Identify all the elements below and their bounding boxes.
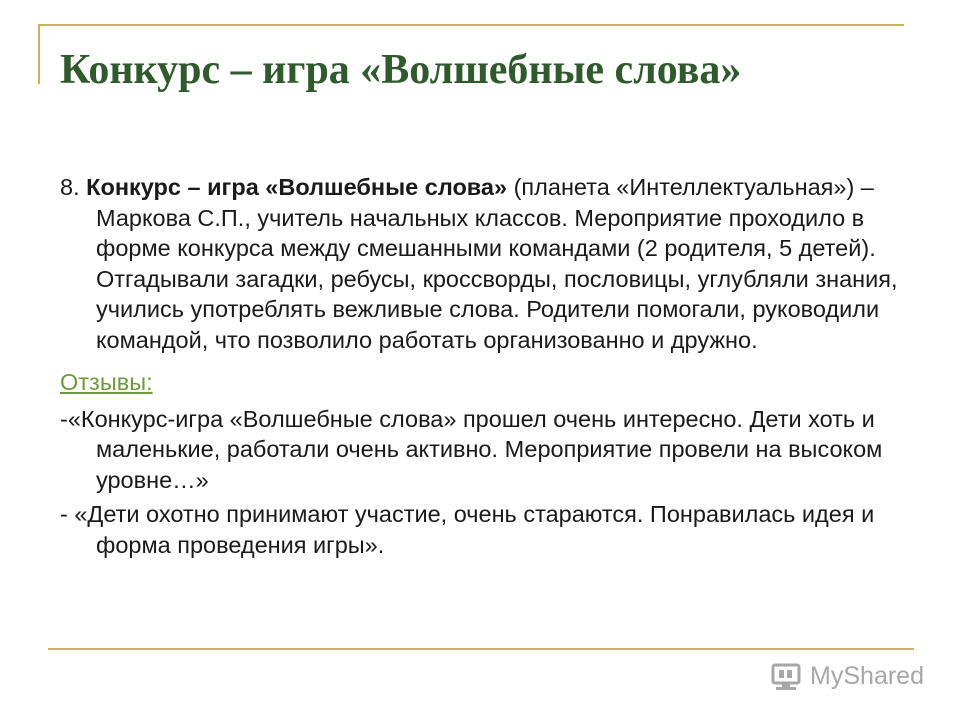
bottom-rule (48, 648, 914, 650)
item-bold-title: Конкурс – игра «Волшебные слова» (86, 174, 508, 200)
top-rule (38, 24, 904, 26)
slide-body (60, 172, 910, 564)
left-rule (38, 24, 40, 84)
watermark (770, 656, 924, 696)
review-item: - «Дети охотно принимают участие, очень стараются. Понравилась идея и форма проведения игры». (60, 501, 875, 558)
slide-title: Конкурс – игра «Волшебные слова» (60, 47, 742, 93)
myshared-logo-icon (770, 661, 804, 691)
item-paragraph (60, 172, 910, 355)
review-item: -«Конкурс-игра «Волшебные слова» прошел очень интересно. Дети хоть и маленькие, работали очень активно. Мероприятие провели на высоком уровне…» (60, 405, 883, 493)
watermark-text: MyShared (810, 661, 924, 690)
item-description: (планета «Интеллектуальная») – Маркова С.П., учитель начальных классов. Мероприятие проходило в форме конкурса между смешанными командами (2 родителя, 5 детей). Отгадывали загадки, ребусы, кроссворды, пословицы, углубляли знания, учились употреблять вежливые слова. Родители помогали, руководили командой, что позволило работать организованно и дружно. (96, 174, 898, 353)
reviews-label: Отзывы: (60, 369, 153, 395)
item-number: 8. (60, 174, 87, 200)
